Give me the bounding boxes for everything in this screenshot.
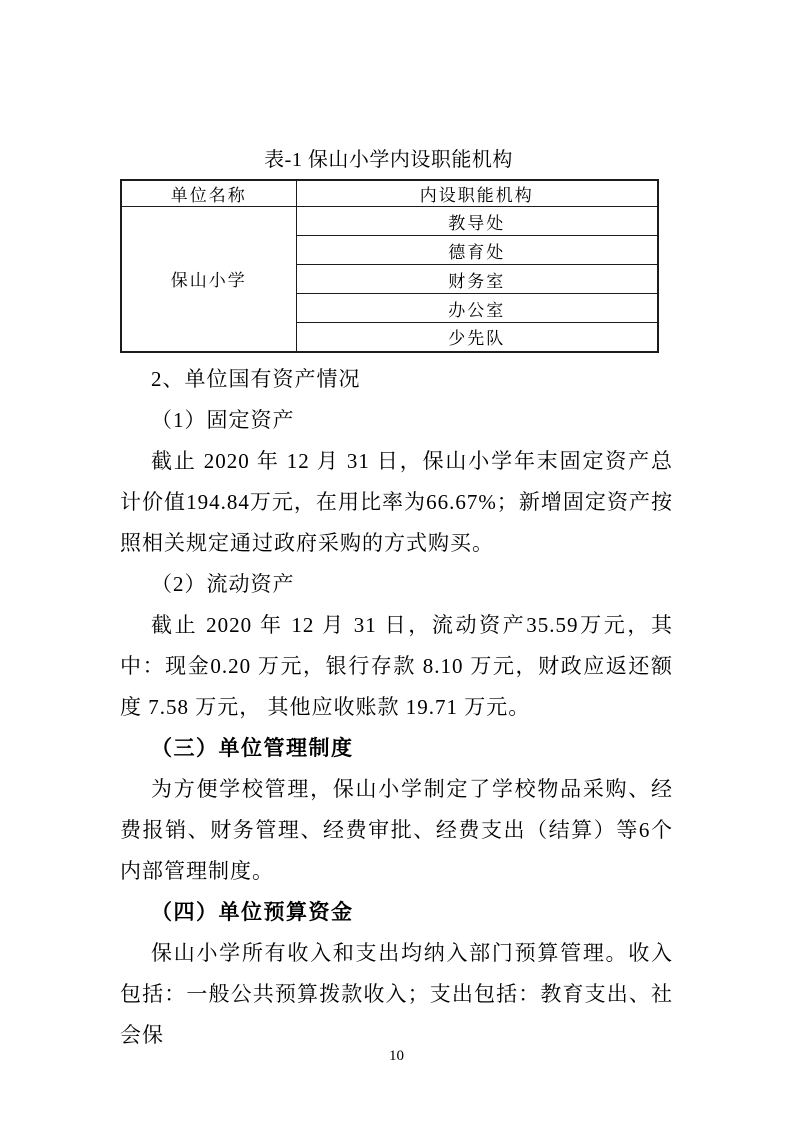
org-structure-table xyxy=(120,179,659,353)
paragraph-budget-funds: 保山小学所有收入和支出均纳入部门预算管理。收入包括：一般公共预算拨款收入；支出包括：教育支出、社会保 xyxy=(120,940,673,1047)
org-cell: 教导处 xyxy=(296,207,658,236)
org-cell: 德育处 xyxy=(296,236,658,265)
subheading-fixed-assets: （1）固定资产 xyxy=(151,407,295,432)
subheading-current-assets: （2）流动资产 xyxy=(151,571,295,596)
org-cell: 办公室 xyxy=(296,294,658,323)
page-content xyxy=(120,0,673,1056)
table-header-row xyxy=(121,180,658,207)
body-text xyxy=(120,359,673,1056)
paragraph-fixed-assets: 截止 2020 年 12 月 31 日，保山小学年末固定资产总计价值194.84万元，在用比率为66.67%；新增固定资产按照相关规定通过政府采购的方式购买。 xyxy=(120,448,673,555)
table-row xyxy=(121,207,658,236)
heading-budget-funds: （四）单位预算资金 xyxy=(151,899,354,924)
org-cell: 少先队 xyxy=(296,323,658,352)
unit-name-cell: 保山小学 xyxy=(121,207,296,352)
table-title: 表-1 保山小学内设职能机构 xyxy=(264,149,513,171)
page-number: 10 xyxy=(389,1048,404,1064)
org-cell: 财务室 xyxy=(296,265,658,294)
heading-management-system: （三）单位管理制度 xyxy=(151,735,354,760)
table-header-org: 内设职能机构 xyxy=(296,180,658,207)
paragraph-current-assets: 截止 2020 年 12 月 31 日，流动资产35.59万元，其中：现金0.20 万元，银行存款 8.10 万元，财政应返还额度 7.58 万元， 其他应收账款 19.71 万元。 xyxy=(120,612,673,719)
heading-state-assets: 2、单位国有资产情况 xyxy=(151,366,361,391)
table-header-unit-name: 单位名称 xyxy=(121,180,296,207)
paragraph-management-system: 为方便学校管理，保山小学制定了学校物品采购、经费报销、财务管理、经费审批、经费支出（结算）等6个内部管理制度。 xyxy=(120,776,673,883)
